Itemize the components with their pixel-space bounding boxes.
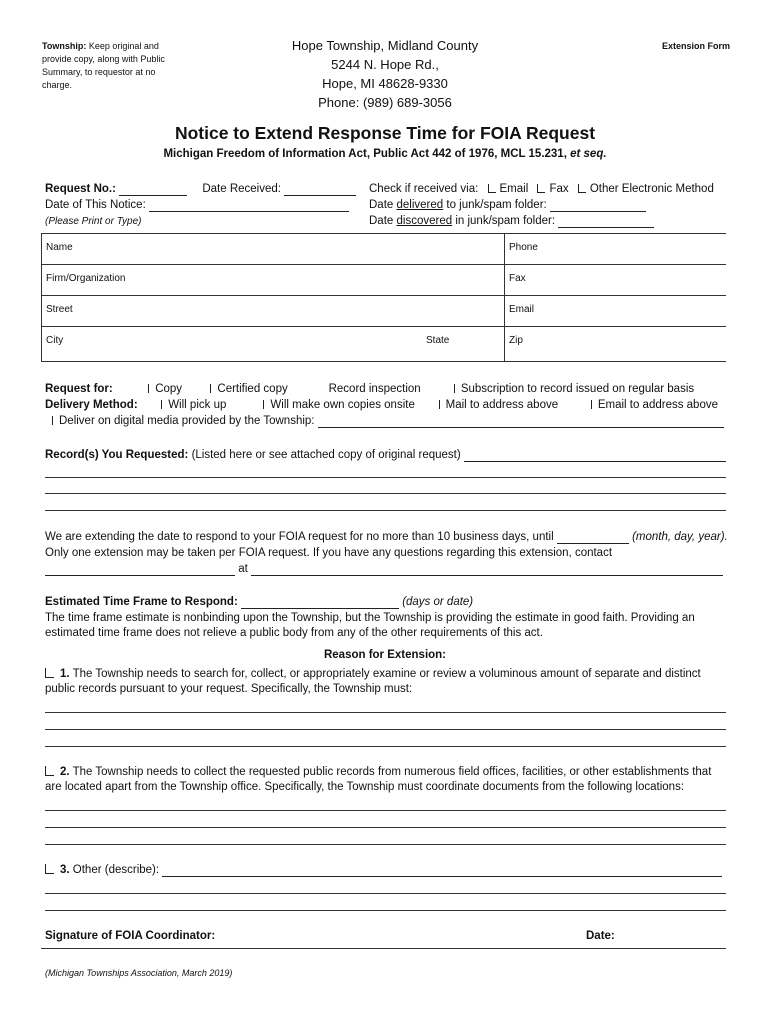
phone-field[interactable]: Phone bbox=[509, 242, 538, 253]
record-inspection-label[interactable]: Record inspection bbox=[328, 383, 421, 395]
signature-label: Signature of FOIA Coordinator: bbox=[45, 930, 216, 942]
email-delivery-label: Email to address above bbox=[597, 399, 718, 411]
contact-name-field[interactable] bbox=[45, 563, 235, 576]
reason-2-text: The Township needs to collect the requested public records from numerous field offices, facilities, or other establishments that are located apart from the Township office. Specifically, the Township must coordinate documents from the following locations: bbox=[45, 766, 712, 793]
digital-row bbox=[52, 414, 724, 428]
extension-contact-row bbox=[45, 562, 723, 576]
subtitle-text: Michigan Freedom of Information Act, Public Act 442 of 1976, MCL 15.231, bbox=[163, 148, 567, 160]
contact-info-field[interactable] bbox=[251, 563, 723, 576]
own-copies-checkbox[interactable] bbox=[263, 400, 264, 409]
reason-2-line[interactable] bbox=[45, 827, 726, 828]
reason-2 bbox=[45, 765, 727, 795]
township-note-text: Keep original and provide copy, along with Public Summary, to requestor at no charge. bbox=[42, 41, 165, 90]
request-no-label: Request No.: bbox=[45, 183, 116, 195]
mail-checkbox[interactable] bbox=[439, 400, 440, 409]
fax-field[interactable]: Fax bbox=[509, 273, 526, 284]
reason-2-number: 2. bbox=[60, 766, 70, 778]
estimate-paragraph: The time frame estimate is nonbinding upon the Township, but the Township is providing the estimate in good faith. Providing an estimated time frame does not relieve a public body from any of the other requirements of this act. bbox=[45, 612, 695, 639]
request-for-label: Request for: bbox=[45, 383, 113, 395]
reason-3-line[interactable] bbox=[45, 910, 726, 911]
via-other-label: Other Electronic Method bbox=[589, 183, 714, 195]
print-note: (Please Print or Type) bbox=[45, 216, 142, 227]
extension-line2: Only one extension may be taken per FOIA request. If you have any questions regarding this extension, contact bbox=[45, 547, 613, 559]
township-note-label: Township: bbox=[42, 41, 87, 51]
signature-line[interactable] bbox=[41, 948, 726, 949]
via-fax-checkbox[interactable] bbox=[537, 184, 545, 193]
records-text: (Listed here or see attached copy of original request) bbox=[191, 449, 461, 461]
grid-line bbox=[41, 233, 42, 361]
delivery-label: Delivery Method: bbox=[45, 399, 138, 411]
copy-label: Copy bbox=[155, 383, 183, 395]
mail-label: Mail to address above bbox=[445, 399, 559, 411]
records-label: Record(s) You Requested: bbox=[45, 449, 189, 461]
reason-1-line[interactable] bbox=[45, 729, 726, 730]
pick-up-label: Will pick up bbox=[168, 399, 227, 411]
records-field[interactable] bbox=[464, 449, 726, 462]
via-email-checkbox[interactable] bbox=[488, 184, 496, 193]
page-title: Notice to Extend Response Time for FOIA Request bbox=[174, 123, 596, 143]
reason-heading: Reason for Extension: bbox=[323, 649, 447, 661]
township-note bbox=[42, 40, 172, 92]
firm-field[interactable]: Firm/Organization bbox=[46, 273, 126, 284]
via-email-label: Email bbox=[499, 183, 529, 195]
city-field[interactable]: City bbox=[46, 335, 64, 346]
reason-1-checkbox[interactable] bbox=[45, 668, 54, 678]
discovered-post: in junk/spam folder: bbox=[455, 215, 556, 227]
delivered-word: delivered bbox=[396, 199, 444, 211]
records-row bbox=[45, 448, 726, 462]
grid-line bbox=[41, 264, 726, 265]
digital-label: Deliver on digital media provided by the Township: bbox=[59, 415, 315, 427]
reason-3 bbox=[45, 863, 722, 877]
extension-date-field[interactable] bbox=[557, 531, 629, 544]
discovered-pre: Date bbox=[369, 215, 394, 227]
email-delivery-checkbox[interactable] bbox=[591, 400, 592, 409]
reason-1-text: The Township needs to search for, collect, or appropriately examine or review a voluminous amount of separate and distinct public records pursuant to your request. Specifically, the Township must: bbox=[45, 668, 701, 695]
date-received-field[interactable] bbox=[284, 183, 356, 196]
delivery-row bbox=[45, 398, 718, 412]
delivered-field[interactable] bbox=[550, 199, 646, 212]
delivered-row bbox=[369, 198, 646, 212]
zip-field[interactable]: Zip bbox=[509, 335, 523, 346]
name-field[interactable]: Name bbox=[46, 242, 73, 253]
delivered-post: to junk/spam folder: bbox=[446, 199, 547, 211]
street-field[interactable]: Street bbox=[46, 304, 73, 315]
request-for-row bbox=[45, 382, 694, 396]
email-field[interactable]: Email bbox=[509, 304, 535, 315]
subscription-label: Subscription to record issued on regular basis bbox=[460, 383, 695, 395]
date-notice-label: Date of This Notice: bbox=[45, 199, 146, 211]
via-fax-label: Fax bbox=[549, 183, 569, 195]
reason-3-text: Other (describe): bbox=[72, 864, 160, 876]
reason-3-line[interactable] bbox=[45, 893, 726, 894]
address-line: Phone: (989) 689-3056 bbox=[318, 95, 452, 110]
pick-up-checkbox[interactable] bbox=[161, 400, 162, 409]
contact-at: at bbox=[238, 563, 248, 575]
grid-line bbox=[504, 233, 505, 361]
reason-3-checkbox[interactable] bbox=[45, 864, 54, 874]
signature-date-label: Date: bbox=[586, 930, 615, 942]
reason-2-line[interactable] bbox=[45, 810, 726, 811]
page-subtitle bbox=[0, 148, 770, 160]
reason-2-checkbox[interactable] bbox=[45, 766, 54, 776]
grid-line bbox=[41, 295, 726, 296]
subscription-checkbox[interactable] bbox=[454, 384, 455, 393]
date-notice-row bbox=[45, 198, 349, 212]
reason-1-line[interactable] bbox=[45, 712, 726, 713]
received-via-row bbox=[369, 182, 714, 196]
extension-date-format: (month, day, year). bbox=[632, 531, 728, 543]
discovered-row bbox=[369, 214, 654, 228]
reason-3-field[interactable] bbox=[162, 864, 722, 877]
footer-note: (Michigan Townships Association, March 2019) bbox=[45, 968, 233, 978]
date-received-label: Date Received: bbox=[202, 183, 281, 195]
grid-line bbox=[41, 361, 726, 362]
via-other-checkbox[interactable] bbox=[578, 184, 586, 193]
form-label: Extension Form bbox=[661, 41, 730, 51]
digital-field[interactable] bbox=[318, 415, 724, 428]
request-no-row bbox=[45, 182, 356, 196]
estimate-field[interactable] bbox=[241, 596, 399, 609]
extension-text: We are extending the date to respond to your FOIA request for no more than 10 business days, until bbox=[45, 531, 554, 543]
address-line: 5244 N. Hope Rd., bbox=[331, 57, 439, 72]
grid-line bbox=[41, 233, 726, 234]
extension-line1 bbox=[45, 530, 728, 544]
digital-checkbox[interactable] bbox=[52, 416, 53, 425]
records-line[interactable] bbox=[45, 493, 726, 494]
address-line: Hope Township, Midland County bbox=[291, 38, 479, 53]
estimate-row bbox=[45, 595, 473, 609]
records-line[interactable] bbox=[45, 510, 726, 511]
copy-checkbox[interactable] bbox=[148, 384, 149, 393]
discovered-word: discovered bbox=[396, 215, 453, 227]
certified-copy-checkbox[interactable] bbox=[210, 384, 211, 393]
certified-copy-label: Certified copy bbox=[217, 383, 288, 395]
reason-1-number: 1. bbox=[60, 668, 70, 680]
grid-line bbox=[41, 326, 726, 327]
reason-1-line[interactable] bbox=[45, 746, 726, 747]
date-notice-field[interactable] bbox=[149, 199, 349, 212]
records-line[interactable] bbox=[45, 477, 726, 478]
delivered-pre: Date bbox=[369, 199, 394, 211]
township-address bbox=[230, 36, 540, 112]
own-copies-label: Will make own copies onsite bbox=[270, 399, 415, 411]
discovered-field[interactable] bbox=[558, 215, 654, 228]
received-via-label: Check if received via: bbox=[369, 183, 479, 195]
reason-3-number: 3. bbox=[60, 864, 70, 876]
subtitle-italic: et seq. bbox=[570, 148, 607, 160]
reason-1 bbox=[45, 667, 727, 697]
address-line: Hope, MI 48628-9330 bbox=[322, 76, 448, 91]
state-field[interactable]: State bbox=[426, 335, 450, 346]
estimate-unit: (days or date) bbox=[402, 596, 474, 608]
estimate-label: Estimated Time Frame to Respond: bbox=[45, 596, 238, 608]
request-no-field[interactable] bbox=[119, 183, 187, 196]
reason-2-line[interactable] bbox=[45, 844, 726, 845]
